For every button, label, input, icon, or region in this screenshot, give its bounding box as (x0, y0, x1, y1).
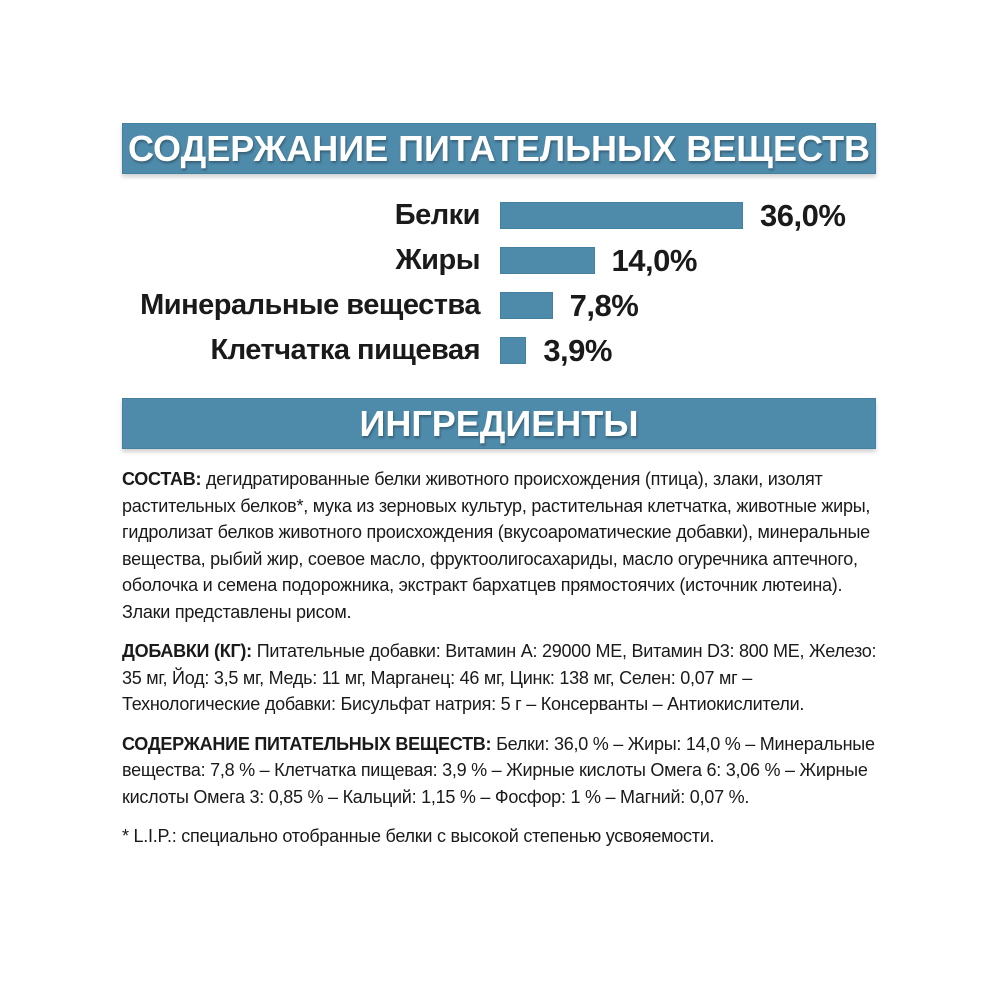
nutrients-section-banner (122, 123, 876, 174)
bar-value: 7,8% (569, 287, 639, 323)
ingredients-section-title: ИНГРЕДИЕНТЫ (359, 402, 639, 444)
bar-row-proteins (122, 193, 876, 238)
composition-text: дегидратированные белки животного происхождения (птица), злаки, изолят растительных белков*, мука из зерновых культур, растительная клетчатка, животные жиры, гидролизат белков животного происхождения (вкусоароматические добавки), минеральные вещества, рыбий жир, соевое масло, фруктоолигосахариды, масло огуречника аптечного, оболочка и семена подорожника, экстракт бархатцев прямостоячих (источник лютеина). Злаки представлены рисом. (122, 469, 871, 622)
bar-minerals (500, 292, 553, 319)
bar-row-fibre (122, 328, 876, 373)
bar-fats (500, 247, 595, 274)
bar-fibre (500, 337, 526, 364)
paragraph-analytical-constituents (122, 731, 878, 811)
bar-value: 36,0% (760, 197, 846, 233)
paragraph-additives (122, 638, 878, 718)
nutrients-bar-chart (122, 193, 876, 373)
bar-row-fats (122, 238, 876, 283)
bar-label: Минеральные вещества (140, 289, 480, 321)
lip-footnote: * L.I.P.: специально отобранные белки с высокой степенью усвояемости. (122, 826, 715, 846)
bar-row-minerals (122, 283, 876, 328)
bar-value: 3,9% (543, 332, 612, 368)
bar-label: Жиры (395, 244, 480, 276)
nutrients-section-title: СОДЕРЖАНИЕ ПИТАТЕЛЬНЫХ ВЕЩЕСТВ (127, 127, 871, 169)
composition-label: СОСТАВ: (122, 469, 202, 489)
bar-value: 14,0% (611, 242, 697, 278)
bar-label: Клетчатка пищевая (210, 334, 480, 366)
analytical-constituents-label: СОДЕРЖАНИЕ ПИТАТЕЛЬНЫХ ВЕЩЕСТВ: (122, 733, 492, 754)
bar-label: Белки (394, 199, 480, 231)
additives-label: ДОБАВКИ (КГ): (122, 641, 252, 661)
paragraph-composition (122, 466, 878, 625)
bar-proteins (500, 202, 743, 229)
ingredients-text-block (122, 466, 878, 863)
ingredients-section-banner (122, 398, 876, 449)
analytical-constituents-text: Белки: 36,0 % – Жиры: 14,0 % – Минеральные вещества: 7,8 % – Клетчатка пищевая: 3,9 % – Жирные кислоты Омега 6: 3,06 % – Жирные кислоты Омега 3: 0,85 % – Кальций: 1,15 % – Фосфор: 1 % – Магний: 0,07 %. (122, 733, 875, 807)
additives-text: Питательные добавки: Витамин A: 29000 МЕ, Витамин D3: 800 МЕ, Железо: 35 мг, Йод: 3,5 мг, Медь: 11 мг, Марганец: 46 мг, Цинк: 138 мг, Селен: 0,07 мг – Технологические добавки: Бисульфат натрия: 5 г – Консерванты – Антиокислители. (122, 641, 877, 714)
